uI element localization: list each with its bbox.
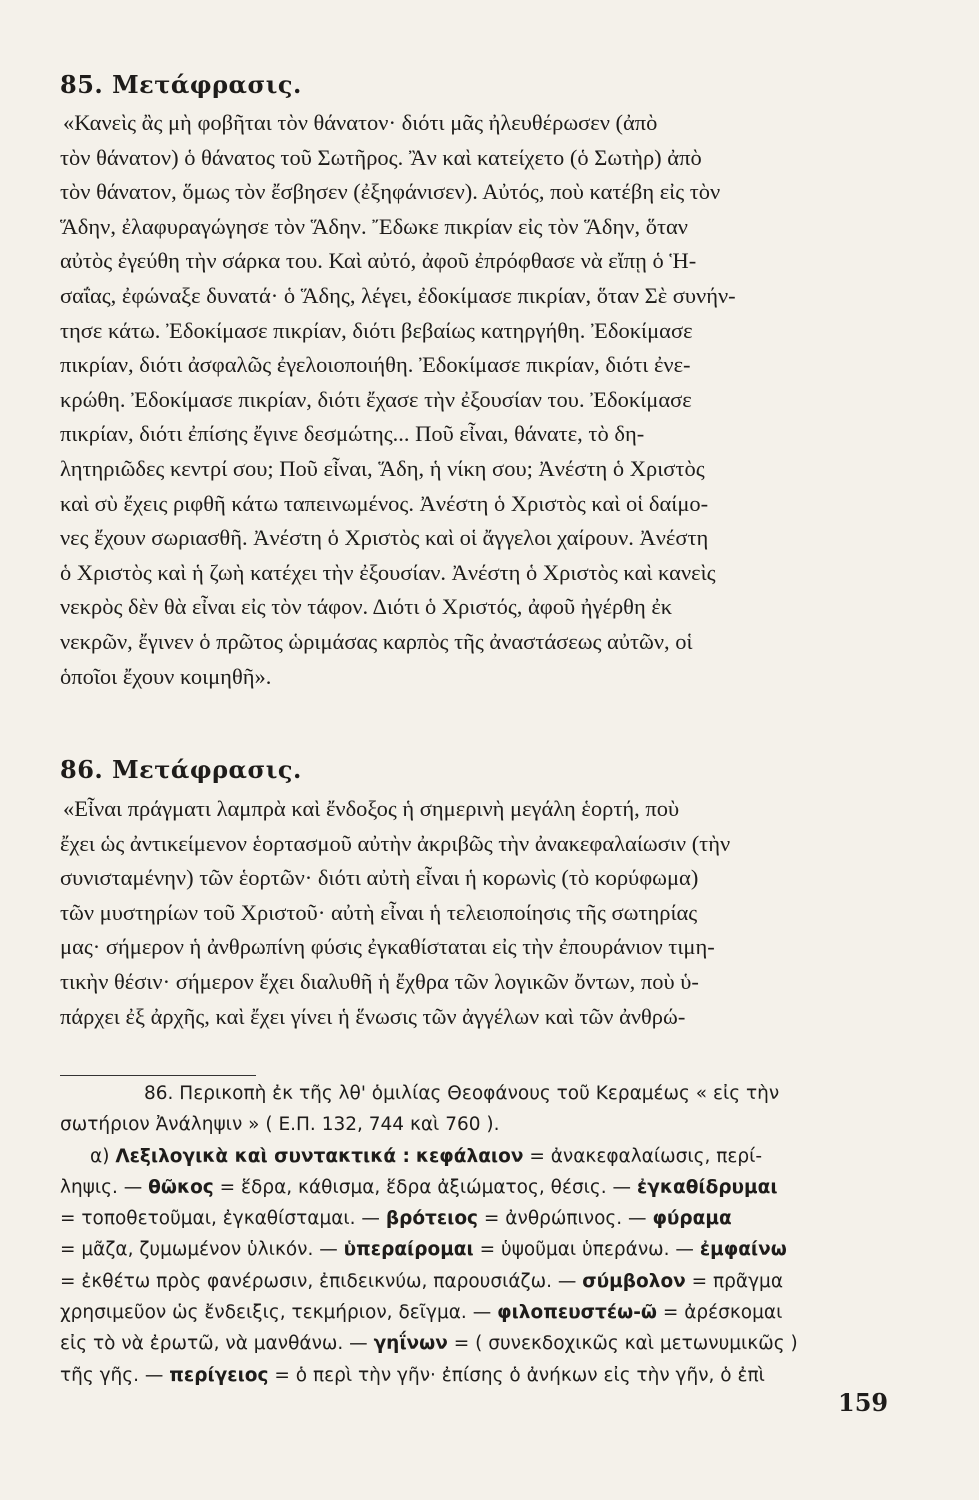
text-line: καὶ σὺ ἔχεις ριφθῆ κάτω ταπεινωμένος. Ἀνέστη ὁ Χριστὸς καὶ οἱ δαίμο-: [60, 490, 709, 516]
note-term: σύμβολον: [582, 1270, 686, 1292]
footnote-line: [60, 1141, 910, 1172]
note-definition: ληψις. —: [60, 1176, 143, 1198]
section-86-translation: [60, 792, 920, 1034]
text-line: πάρχει ἐξ ἀρχῆς, καὶ ἔχει γίνει ἡ ἕνωσις τῶν ἀγγέλων καὶ τῶν ἀνθρώ-: [60, 1003, 686, 1029]
text-line: νεκρῶν, ἔγινεν ὁ πρῶτος ὡριμάσας καρπὸς τῆς ἀναστάσεως αὐτῶν, οἱ: [60, 628, 693, 654]
note-term: φύραμα: [652, 1208, 732, 1230]
note-definition: = ὑψοῦμαι ὑπεράνω. —: [479, 1239, 694, 1261]
note-definition: = πρᾶγμα: [691, 1270, 784, 1292]
note-definition: = τοποθετοῦμαι, ἐγκαθίσταμαι. —: [60, 1208, 380, 1230]
footnote-line: [60, 1297, 910, 1328]
section-86-heading: 86. Μετάφρασις.: [60, 755, 302, 784]
note-term: φιλοπευστέω-ῶ: [497, 1302, 657, 1324]
text-line: ὁ Χριστὸς καὶ ἡ ζωὴ κατέχει τὴν ἐξουσίαν. Ἀνέστη ὁ Χριστὸς καὶ κανεὶς: [60, 559, 716, 585]
text-line: τικὴν θέσιν· σήμερον ἔχει διαλυθῆ ἡ ἔχθρα τῶν λογικῶν ὄντων, ποὺ ὑ-: [60, 968, 699, 994]
note-term: κεφάλαιον: [415, 1145, 524, 1167]
note-definition: = ὁ περὶ τὴν γῆν· ἐπίσης ὁ ἀνήκων εἰς τὴν γῆν, ὁ ἐπὶ: [274, 1364, 765, 1386]
note-definition: = ἀνθρώπινος. —: [483, 1208, 647, 1230]
text-line: νες ἔχουν σωριασθῆ. Ἀνέστη ὁ Χριστὸς καὶ οἱ ἄγγελοι χαίρουν. Ἀνέστη: [60, 525, 709, 551]
footnote-line: [60, 1203, 910, 1234]
note-definition: = μᾶζα, ζυμωμένον ὑλικόν. —: [60, 1239, 338, 1261]
text-line: κρώθη. Ἐδοκίμασε πικρίαν, διότι ἔχασε τὴν ἐξουσίαν του. Ἐδοκίμασε: [60, 386, 692, 412]
text-line: τὸν θάνατον) ὁ θάνατος τοῦ Σωτῆρος. Ἂν καὶ κατείχετο (ὁ Σωτὴρ) ἀπὸ: [60, 144, 702, 170]
note-term: βρότειος: [385, 1208, 479, 1230]
footnote-source-line: σωτήριον Ἀνάληψιν » ( Ε.Π. 132, 744 καὶ 760 ).: [60, 1114, 500, 1136]
note-definition: = ἀνακεφαλαίωσις, περί-: [529, 1145, 763, 1167]
note-label: α): [90, 1145, 110, 1167]
note-definition: = ἐκθέτω πρὸς φανέρωσιν, ἐπιδεικνύω, παρουσιάζω. —: [60, 1270, 577, 1292]
section-85-translation: [60, 106, 920, 694]
note-term: γηΐνων: [373, 1333, 448, 1355]
note-term: ὑπεραίρομαι: [343, 1239, 474, 1261]
note-definition: εἰς τὸ νὰ ἐρωτῶ, νὰ μανθάνω. —: [60, 1333, 368, 1355]
text-line: συνισταμένην) τῶν ἑορτῶν· διότι αὐτὴ εἶναι ἡ κορωνὶς (τὸ κορύφωμα): [60, 865, 699, 891]
note-definition: τῆς γῆς. —: [60, 1364, 164, 1386]
footnote-line: [60, 1266, 910, 1297]
text-line: «Εἶναι πράγματι λαμπρὰ καὶ ἔνδοξος ἡ σημερινὴ μεγάλη ἑορτή, ποὺ: [63, 796, 680, 821]
note-term: περίγειος: [169, 1364, 269, 1386]
text-line: αὐτὸς ἐγεύθη τὴν σάρκα του. Καὶ αὐτό, ἀφοῦ ἐπρόφθασε νὰ εἴπῃ ὁ Ἡ-: [60, 248, 697, 274]
note-term: ἐγκαθίδρυμαι: [636, 1176, 778, 1198]
note-definition: χρησιμεῦον ὡς ἔνδειξις, τεκμήριον, δεῖγμα. —: [60, 1302, 492, 1324]
text-line: νεκρὸς δὲν θὰ εἶναι εἰς τὸν τάφον. Διότι ὁ Χριστός, ἀφοῦ ἠγέρθη ἐκ: [60, 594, 673, 620]
text-line: «Κανεὶς ἂς μὴ φοβῆται τὸν θάνατον· διότι μᾶς ἠλευθέρωσεν (ἀπὸ: [63, 110, 658, 135]
text-line: σαΐας, ἐφώναξε δυνατά· ὁ Ἅδης, λέγει, ἐδοκίμασε πικρίαν, ὅταν Σὲ συνήν-: [60, 282, 736, 308]
text-line: τησε κάτω. Ἐδοκίμασε πικρίαν, διότι βεβαίως κατηργήθη. Ἐδοκίμασε: [60, 317, 693, 343]
footnote-source-line: 86. Περικοπὴ ἐκ τῆς λθ' ὁμιλίας Θεοφάνους τοῦ Κεραμέως « εἰς τὴν: [144, 1083, 780, 1104]
footnote-line: [60, 1328, 910, 1359]
footnote-divider: [60, 1075, 256, 1076]
note-definition: = ( συνεκδοχικῶς καὶ μετωνυμικῶς ): [453, 1333, 798, 1355]
text-line: τὸν θάνατον, ὅμως τὸν ἔσβησεν (ἐξηφάνισεν). Αὐτός, ποὺ κατέβη εἰς τὸν: [60, 179, 721, 205]
text-line: τῶν μυστηρίων τοῦ Χριστοῦ· αὐτὴ εἶναι ἡ τελειοποίησις τῆς σωτηρίας: [60, 899, 698, 925]
footnote-line: [60, 1234, 910, 1265]
text-line: Ἅδην, ἐλαφυραγώγησε τὸν Ἅδην. Ἔδωκε πικρίαν εἰς τὸν Ἅδην, ὅταν: [60, 213, 688, 239]
text-line: πικρίαν, διότι ἀσφαλῶς ἐγελοιοποιήθη. Ἐδοκίμασε πικρίαν, διότι ἐνε-: [60, 352, 691, 378]
note-definition: = ἀρέσκομαι: [662, 1302, 783, 1324]
footnote-line: [60, 1172, 910, 1203]
footnote-line: [60, 1360, 910, 1391]
page-number: 159: [838, 1388, 889, 1417]
text-line: πικρίαν, διότι ἐπίσης ἔγινε δεσμώτης... Ποῦ εἶναι, θάνατε, τὸ δη-: [60, 421, 645, 447]
text-line: μας· σήμερον ἡ ἀνθρωπίνη φύσις ἐγκαθίσταται εἰς τὴν ἐπουράνιον τιμη-: [60, 934, 715, 960]
note-heading: Λεξιλογικὰ καὶ συντακτικά :: [115, 1145, 410, 1167]
footnotes: [60, 1078, 910, 1391]
text-line: ὁποῖοι ἔχουν κοιμηθῆ».: [60, 663, 272, 689]
note-definition: = ἕδρα, κάθισμα, ἕδρα ἀξιώματος, θέσις. —: [219, 1176, 632, 1198]
note-term: ἐμφαίνω: [699, 1239, 787, 1261]
section-85-heading: 85. Μετάφρασις.: [60, 70, 302, 99]
text-line: ἔχει ὡς ἀντικείμενον ἑορτασμοῦ αὐτὴν ἀκριβῶς τὴν ἀνακεφαλαίωσιν (τὴν: [60, 830, 731, 856]
text-line: λητηριῶδες κεντρί σου; Ποῦ εἶναι, Ἅδη, ἡ νίκη σου; Ἀνέστη ὁ Χριστὸς: [60, 455, 705, 481]
note-term: θῶκος: [148, 1176, 214, 1198]
